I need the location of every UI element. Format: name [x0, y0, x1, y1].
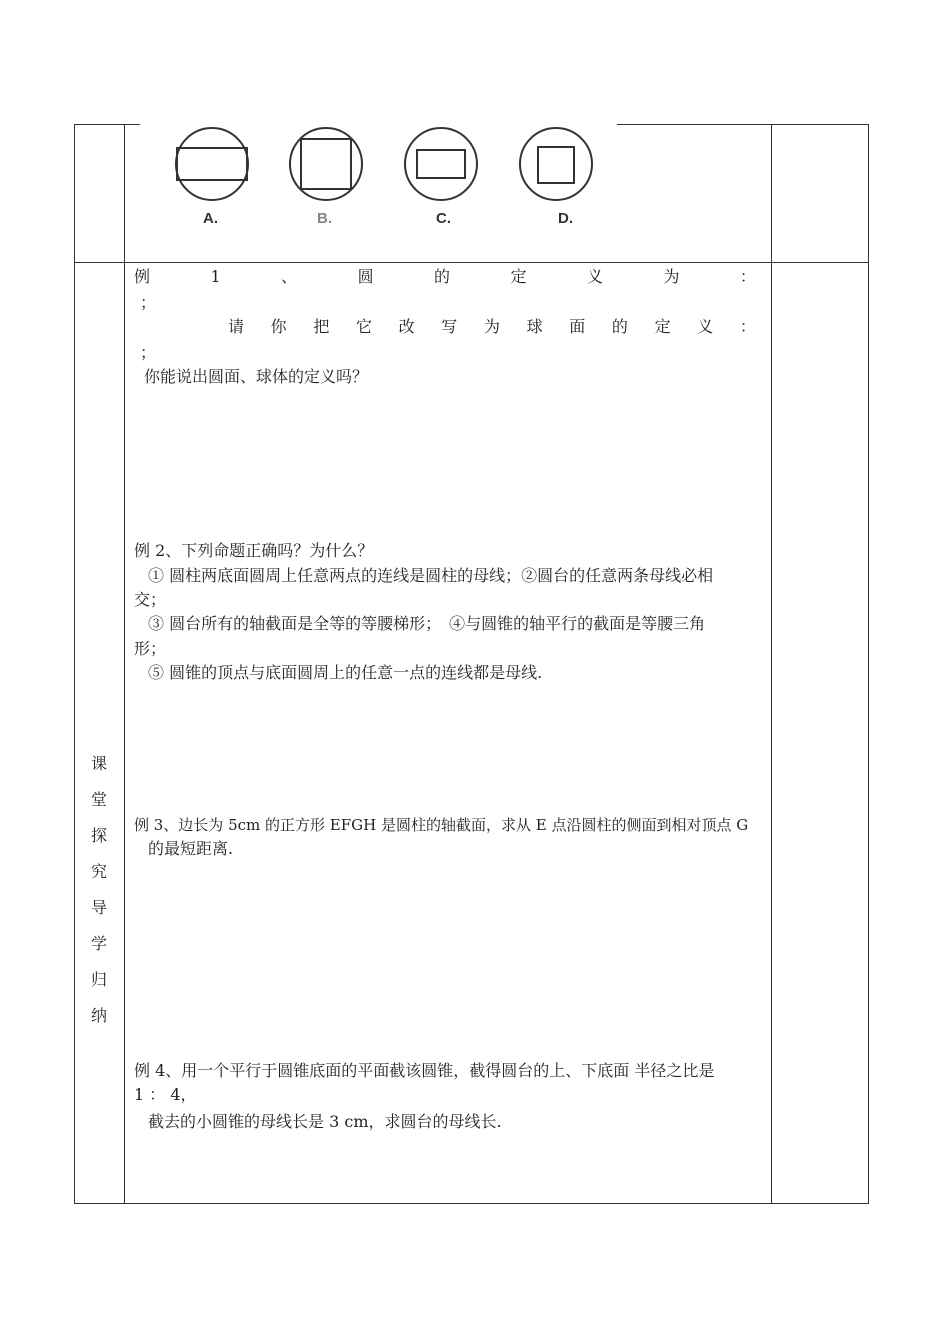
example-1-char: 它 — [355, 317, 372, 336]
example-1-char: 的 — [434, 267, 451, 286]
example-1-char: 写 — [441, 317, 458, 336]
example-1-char: 定 — [510, 267, 527, 286]
example-1-char: 改 — [398, 317, 415, 336]
example-3-line-1: 例 3、边长为 5cm 的正方形 EFGH 是圆柱的轴截面，求从 E 点沿圆柱的侧面到相对顶点 G — [134, 816, 749, 834]
example-2-statement-1-cont: 交； — [134, 590, 167, 609]
option-d-label: D. — [558, 210, 573, 227]
example-1-line-1-end: ； — [140, 293, 157, 312]
example-1-char: 的 — [611, 317, 628, 336]
example-1-char: 定 — [654, 317, 671, 336]
example-4-line-3: 截去的小圆锥的母线长是 3 cm，求圆台的母线长. — [148, 1112, 502, 1131]
example-2-statement-3: ③ 圆台所有的轴截面是全等的等腰梯形； ④与圆锥的轴平行的截面是等腰三角 — [148, 614, 706, 633]
example-2-statement-5: ⑤ 圆锥的顶点与底面圆周上的任意一点的连线都是母线. — [148, 663, 543, 682]
option-c-rectangle — [417, 150, 465, 178]
section-label-char: 堂 — [90, 790, 107, 809]
option-a-label: A. — [203, 210, 218, 227]
example-1-char: 把 — [313, 317, 330, 336]
example-1-line-1 — [134, 267, 756, 287]
table-col-divider-2 — [771, 124, 772, 1204]
option-d-circle — [520, 128, 592, 200]
example-1-char: 为 — [663, 267, 680, 286]
section-label-char: 纳 — [90, 1006, 107, 1025]
option-c-circle — [405, 128, 477, 200]
table-col-divider-1 — [124, 124, 125, 1204]
example-1-char: 1 — [210, 267, 221, 286]
table-row-divider — [74, 262, 869, 263]
option-b-square — [301, 139, 351, 189]
option-d-square — [538, 147, 574, 183]
example-3-line-2: 的最短距离. — [148, 839, 234, 858]
example-1-char: 义 — [697, 317, 714, 336]
example-1-char: ： — [739, 267, 756, 286]
example-1-line-2 — [228, 317, 756, 337]
table-left-border — [74, 124, 75, 1204]
example-1-char: 球 — [526, 317, 543, 336]
example-4-line-2: 1 ： 4， — [134, 1085, 197, 1104]
section-label-char: 探 — [90, 826, 107, 845]
example-4-line-1: 例 4、用一个平行于圆锥底面的平面截该圆锥，截得圆台的上、下底面 半径之比是 — [134, 1061, 715, 1080]
option-a-rectangle — [177, 148, 247, 180]
option-b-label: B. — [317, 210, 332, 227]
table-right-border — [868, 124, 869, 1204]
example-2-statement-1: ① 圆柱两底面圆周上任意两点的连线是圆柱的母线；②圆台的任意两条母线必相 — [148, 566, 714, 585]
option-c-label: C. — [436, 210, 451, 227]
option-a-circle — [176, 128, 248, 200]
circle-inscribed-figures — [0, 0, 950, 262]
example-1-char: 请 — [228, 317, 245, 336]
section-label-char: 究 — [90, 862, 107, 881]
example-1-question: 你能说出圆面、球体的定义吗？ — [144, 367, 369, 386]
example-1-char: 、 — [281, 267, 298, 286]
section-label-char: 学 — [90, 934, 107, 953]
example-1-char: 例 — [134, 267, 151, 286]
example-2-statement-3-cont: 形； — [134, 639, 167, 658]
example-1-char: 你 — [270, 317, 287, 336]
example-1-line-2-end: ； — [140, 343, 157, 362]
section-label-char: 课 — [90, 754, 107, 773]
section-label-char: 归 — [90, 970, 107, 989]
example-1-char: 义 — [586, 267, 603, 286]
example-1-char: 圆 — [357, 267, 374, 286]
example-1-char: ： — [739, 317, 756, 336]
example-2-title: 例 2、下列命题正确吗？为什么？ — [134, 541, 374, 560]
example-1-char: 面 — [569, 317, 586, 336]
table-bottom-border — [74, 1203, 869, 1204]
section-label-char: 导 — [90, 898, 107, 917]
section-label — [74, 746, 124, 1034]
example-1-char: 为 — [483, 317, 500, 336]
